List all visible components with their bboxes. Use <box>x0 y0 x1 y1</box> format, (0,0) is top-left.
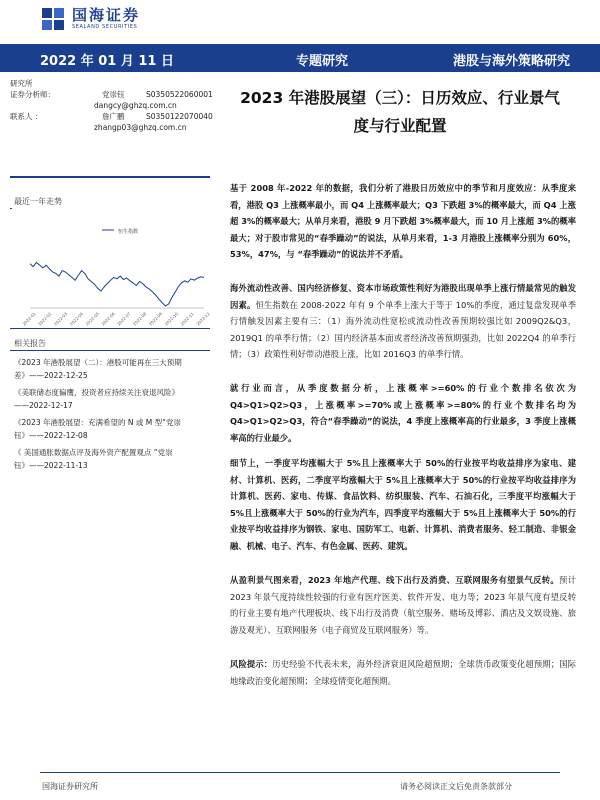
paragraph-lead: 从盈利景气图来看，2023 年地产代理、线下出行及消费、互联网服务有望景气反转。 <box>230 575 560 585</box>
index-chart <box>12 208 210 326</box>
chart-section-title: 最近一年走势 <box>14 197 62 206</box>
paragraph-risk <box>230 656 576 689</box>
paragraph-lead: 基于 2008 年-2022 年的数据，我们分析了港股日历效应中的季节和月度效应：从季度来看，港股 Q3 上涨概率最小，而 Q4 上涨概率最大；Q3 下跌超 3%的概率最大，而 Q4 上涨超 3%的概率最大；从单月来看，港股 9 月下跌超 3%概率最大，而 10 月上涨超 3%的概率最大；对于股市常见的“春季躁动”的说法，从单月来看，1-3 月港股上涨概率分别为 60%，53%，47%，与 “春季躁动”的说法并不矛盾。 <box>230 183 576 259</box>
chart-x-tick-label: 2022-02 <box>37 311 53 326</box>
analyst-role: 证券分析师： <box>10 90 55 99</box>
chart-x-tick-label: 2022-05 <box>84 311 100 326</box>
related-report-item[interactable] <box>14 356 214 382</box>
analyst-name: 詹广鹏 <box>102 112 125 121</box>
chart-x-tick-label: 2022-07 <box>116 311 132 326</box>
report-series: 港股与海外策略研究 <box>452 54 570 69</box>
related-report-date: 钰》——2022-12-08 <box>14 431 88 440</box>
related-report-item[interactable] <box>14 446 214 472</box>
analyst-role: 联系人 ： <box>10 112 43 121</box>
related-report-title: 《2023 年港股展望：充满希望的 N 或 M 型“党崇 <box>14 418 181 427</box>
paragraph-rest: 历史经验不代表未来，海外经济衰退风险超预期；全球货币政策变化超预期；国际地缘政治变化超预期；全球疫情变化超预期。 <box>230 659 576 686</box>
related-report-date: ——2022-12-17 <box>14 401 73 410</box>
analyst-email[interactable]: zhangp03@ghzq.com.cn <box>94 123 187 132</box>
related-report-item[interactable] <box>14 386 214 412</box>
analyst-email[interactable]: dangcy@ghzq.com.cn <box>94 101 177 110</box>
paragraph-lead: 海外流动性改善、国内经济修复、资本市场政策性利好为港股出现单季上涨行情最常见的触发因素。 <box>230 283 576 310</box>
analyst-name: 党崇钰 <box>102 90 125 99</box>
paragraph-outlook <box>230 572 576 638</box>
brand-name-cn: 国海证券 <box>72 6 141 24</box>
chart-x-tick-label: 2022-08 <box>131 311 148 326</box>
sealand-logo-icon <box>40 6 66 32</box>
chart-svg <box>12 208 210 326</box>
related-report-date: 差》——2022-12-25 <box>14 371 88 380</box>
paragraph-detail <box>230 455 576 554</box>
chart-x-tick-label: 2022-11 <box>179 311 195 326</box>
paragraph-calendar-effect <box>230 180 576 263</box>
chart-x-tick-label: 2022-04 <box>68 311 85 326</box>
paragraph-rest: 预计 2023 年景气度持续性较强的行业有医疗医美、软件开发、电力等；2023 年景气度有望反转的行业主要有地产代理板块、线下出行及消费（航空服务、赌场及博彩、酒店及文娱设施、旅游及观光）、互联网服务（电子商贸及互联网服务）等。 <box>230 575 576 635</box>
related-report-date: 钰》——2022-11-13 <box>14 461 88 470</box>
related-section-title: 相关报告 <box>14 339 46 348</box>
related-rule <box>10 350 210 351</box>
analyst-cert: S0350122070040 <box>146 112 213 121</box>
related-report-title: 《美联储态度偏鹰，投资者应持续关注衰退风险》 <box>14 388 179 397</box>
related-report-title: 《 美国通胀数据点评及海外资产配置观点 “党崇 <box>14 448 173 457</box>
chart-x-tick-label: 2022-03 <box>52 311 69 326</box>
related-report-item[interactable] <box>14 416 214 442</box>
chart-bottom-rule <box>10 328 210 329</box>
chart-x-tick-label: 2022-12 <box>195 311 210 326</box>
paragraph-lead: 就行业而言，从季度数据分析，上涨概率>=60%的行业个数排名依次为 Q4>Q1>Q2>Q3，上涨概率>=70%或上涨概率>=80%的行业个数排名均为 Q4>Q1>Q2>Q3，符合“春季躁动”的说法，4 季度上涨概率高的行业最多，3 季度上涨概率高的行业最少。 <box>230 383 576 443</box>
paragraph-industry <box>230 380 576 446</box>
footer-institute: 国海证券研究所 <box>42 782 98 791</box>
header-band <box>0 44 600 72</box>
legend-label: 恒生指数 <box>118 229 139 235</box>
chart-x-tick-label: 2022-06 <box>100 311 116 326</box>
paragraph-lead: 风险提示： <box>230 659 273 669</box>
analyst-cert: S0350522060001 <box>146 90 213 99</box>
title-line-1: 2023 年港股展望（三）：日历效应、行业景气 <box>240 89 560 107</box>
paragraph-triggers <box>230 280 576 363</box>
footer-rule <box>40 772 560 773</box>
left-divider <box>10 176 210 178</box>
chart-x-tick-label: 2022-09 <box>147 311 164 326</box>
report-type: 专题研究 <box>296 54 349 69</box>
report-title <box>200 84 600 140</box>
brand-name-en: SEALAND SECURITIES <box>72 24 138 30</box>
chart-x-tick-label: 2022-10 <box>163 311 179 326</box>
chart-x-tick-label: 2022-01 <box>21 311 37 326</box>
related-report-title: 《2023 年港股展望（二）：港股可能再在三大预期 <box>14 358 182 367</box>
report-date: 2022 年 01 月 11 日 <box>40 54 174 69</box>
paragraph-rest: 恒生指数在 2008-2022 年有 9 个单季上涨大于等于 10%的季度，通过复盘发现单季行情触发因素主要有三：（1）海外流动性宽松或流动性改善预期较强比如 2009Q2&Q3，2019Q1 的单季行情；（2）国内经济基本面或者经济改善预期强劲，比如 2022Q4 的单季行情；（3）政策性利好带动港股上涨，比如 2016Q3 的单季行情。 <box>230 299 576 359</box>
institute-label: 研究所 <box>10 79 33 88</box>
title-line-2: 度与行业配置 <box>353 117 447 135</box>
footer-disclaimer: 请务必阅读正文后免责条款部分 <box>400 782 512 791</box>
paragraph-lead: 细节上，一季度平均涨幅大于 5%且上涨概率大于 50%的行业按平均收益排序为家电、建材、计算机、医药，二季度平均涨幅大于 5%且上涨概率大于 50%的行业按平均收益排序为计算机、医药、家电、传媒、食品饮料、纺织服装、汽车、石油石化，三季度平均涨幅大于 5%且上涨概率大于 50%的行业为汽车，四季度平均涨幅大于 5%且上涨概率大于 50%的行业按平均收益排序为钢铁、家电、国防军工、电新、计算机、消费者服务、轻工制造、非银金融、机械、电子、汽车、有色金属、医药、建筑。 <box>230 458 576 551</box>
brand-logo <box>40 6 140 32</box>
